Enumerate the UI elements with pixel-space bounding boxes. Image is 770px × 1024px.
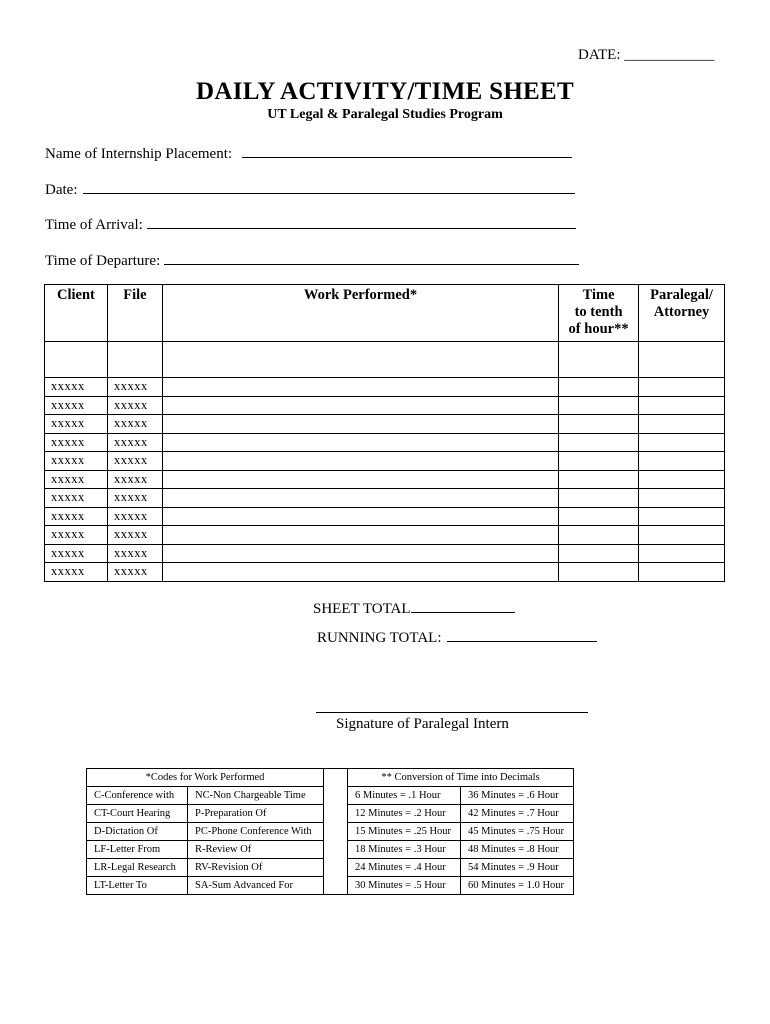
paralegal-cell[interactable]: [639, 470, 725, 489]
client-cell[interactable]: xxxxx: [45, 396, 108, 415]
arrival-input-line[interactable]: [147, 214, 576, 229]
conversion-entry: 48 Minutes = .8 Hour: [461, 841, 574, 859]
codes-title: *Codes for Work Performed: [87, 769, 324, 787]
running-total-field[interactable]: [317, 627, 597, 647]
work-cell[interactable]: [162, 415, 558, 434]
code-entry: LT-Letter To: [87, 877, 188, 895]
conversion-entry: 24 Minutes = .4 Hour: [348, 859, 461, 877]
header-paralegal-line1: Paralegal/: [650, 287, 713, 303]
work-cell[interactable]: [162, 396, 558, 415]
work-cell[interactable]: [162, 507, 558, 526]
signature-line[interactable]: [316, 712, 588, 713]
paralegal-cell[interactable]: [639, 396, 725, 415]
sheet-total-input-line[interactable]: [411, 598, 515, 613]
code-entry: CT-Court Hearing: [87, 805, 188, 823]
codes-gap: [324, 841, 348, 859]
codes-row: [87, 841, 574, 859]
activity-table: [44, 284, 725, 582]
client-cell[interactable]: xxxxx: [45, 563, 108, 582]
time-cell[interactable]: [559, 526, 639, 545]
conversion-entry: 15 Minutes = .25 Hour: [348, 823, 461, 841]
work-cell[interactable]: [162, 489, 558, 508]
table-row[interactable]: [45, 433, 725, 452]
client-cell[interactable]: xxxxx: [45, 433, 108, 452]
placement-field[interactable]: [45, 143, 572, 163]
file-cell[interactable]: xxxxx: [107, 507, 162, 526]
codes-table: [86, 768, 574, 895]
date-label: Date:: [45, 182, 78, 198]
arrival-field[interactable]: [45, 214, 576, 234]
date-field[interactable]: [45, 179, 575, 199]
header-time: [559, 285, 639, 342]
paralegal-cell[interactable]: [639, 452, 725, 471]
page-subtitle: UT Legal & Paralegal Studies Program: [267, 107, 503, 122]
table-cell[interactable]: [107, 342, 162, 378]
work-cell[interactable]: [162, 433, 558, 452]
file-cell[interactable]: xxxxx: [107, 452, 162, 471]
work-cell[interactable]: [162, 526, 558, 545]
file-cell[interactable]: xxxxx: [107, 544, 162, 563]
conversion-entry: 45 Minutes = .75 Hour: [461, 823, 574, 841]
conversion-entry: 30 Minutes = .5 Hour: [348, 877, 461, 895]
time-cell[interactable]: [559, 544, 639, 563]
conversion-entry: 36 Minutes = .6 Hour: [461, 787, 574, 805]
table-cell[interactable]: [45, 342, 108, 378]
work-cell[interactable]: [162, 544, 558, 563]
code-entry: PC-Phone Conference With: [188, 823, 324, 841]
conversion-title: ** Conversion of Time into Decimals: [348, 769, 574, 787]
table-row[interactable]: [45, 526, 725, 545]
client-cell[interactable]: xxxxx: [45, 470, 108, 489]
code-entry: P-Preparation Of: [188, 805, 324, 823]
table-row[interactable]: [45, 396, 725, 415]
signature-label: Signature of Paralegal Intern: [336, 716, 509, 732]
header-file: File: [107, 285, 162, 342]
file-cell[interactable]: xxxxx: [107, 415, 162, 434]
table-row[interactable]: [45, 563, 725, 582]
paralegal-cell[interactable]: [639, 563, 725, 582]
departure-input-line[interactable]: [164, 250, 579, 265]
file-cell[interactable]: xxxxx: [107, 433, 162, 452]
sheet-total-field[interactable]: [313, 598, 515, 618]
paralegal-cell[interactable]: [639, 526, 725, 545]
table-row[interactable]: [45, 489, 725, 508]
codes-gap: [324, 805, 348, 823]
code-entry: D-Dictation Of: [87, 823, 188, 841]
date-input-line[interactable]: [83, 179, 575, 194]
codes-gap: [324, 769, 348, 787]
client-cell[interactable]: xxxxx: [45, 378, 108, 397]
code-entry: SA-Sum Advanced For: [188, 877, 324, 895]
sheet-total-label: SHEET TOTAL: [313, 601, 411, 617]
conversion-entry: 60 Minutes = 1.0 Hour: [461, 877, 574, 895]
departure-label: Time of Departure:: [45, 253, 161, 269]
code-entry: C-Conference with: [87, 787, 188, 805]
codes-row: [87, 859, 574, 877]
client-cell[interactable]: xxxxx: [45, 526, 108, 545]
header-work-performed: Work Performed*: [162, 285, 558, 342]
date-header-field[interactable]: DATE: ____________: [578, 47, 715, 63]
work-cell[interactable]: [162, 452, 558, 471]
time-cell[interactable]: [559, 378, 639, 397]
client-cell[interactable]: xxxxx: [45, 544, 108, 563]
work-cell[interactable]: [162, 563, 558, 582]
conversion-entry: 6 Minutes = .1 Hour: [348, 787, 461, 805]
table-cell[interactable]: [639, 342, 725, 378]
running-total-input-line[interactable]: [447, 627, 597, 642]
codes-header-row: [87, 769, 574, 787]
table-row[interactable]: [45, 452, 725, 471]
placement-input-line[interactable]: [242, 143, 572, 158]
client-cell[interactable]: xxxxx: [45, 452, 108, 471]
client-cell[interactable]: xxxxx: [45, 489, 108, 508]
code-entry: RV-Revision Of: [188, 859, 324, 877]
paralegal-cell[interactable]: [639, 378, 725, 397]
codes-gap: [324, 787, 348, 805]
file-cell[interactable]: xxxxx: [107, 526, 162, 545]
codes-row: [87, 823, 574, 841]
header-time-line1: Time: [582, 287, 615, 303]
running-total-label: RUNNING TOTAL:: [317, 630, 442, 646]
time-cell[interactable]: [559, 507, 639, 526]
paralegal-cell[interactable]: [639, 415, 725, 434]
codes-table-body: [87, 769, 574, 895]
client-cell[interactable]: xxxxx: [45, 415, 108, 434]
code-entry: LF-Letter From: [87, 841, 188, 859]
codes-row: [87, 877, 574, 895]
time-cell[interactable]: [559, 396, 639, 415]
table-row-blank[interactable]: [45, 342, 725, 378]
file-cell[interactable]: xxxxx: [107, 396, 162, 415]
table-row[interactable]: [45, 415, 725, 434]
codes-gap: [324, 859, 348, 877]
time-cell[interactable]: [559, 452, 639, 471]
code-entry: R-Review Of: [188, 841, 324, 859]
client-cell[interactable]: xxxxx: [45, 507, 108, 526]
placement-label: Name of Internship Placement:: [45, 146, 233, 162]
page-title: DAILY ACTIVITY/TIME SHEET: [196, 78, 574, 105]
codes-gap: [324, 877, 348, 895]
paralegal-cell[interactable]: [639, 507, 725, 526]
table-cell[interactable]: [559, 342, 639, 378]
arrival-label: Time of Arrival:: [45, 217, 143, 233]
work-cell[interactable]: [162, 470, 558, 489]
paralegal-cell[interactable]: [639, 433, 725, 452]
activity-table-body: [45, 342, 725, 582]
table-cell[interactable]: [162, 342, 558, 378]
time-cell[interactable]: [559, 415, 639, 434]
codes-row: [87, 787, 574, 805]
header-paralegal-line2: Attorney: [653, 304, 710, 320]
file-cell[interactable]: xxxxx: [107, 489, 162, 508]
departure-field[interactable]: [45, 250, 579, 270]
codes-gap: [324, 823, 348, 841]
time-cell[interactable]: [559, 489, 639, 508]
table-row[interactable]: [45, 507, 725, 526]
header-paralegal: [639, 285, 725, 342]
header-time-line3: of hour**: [568, 321, 629, 337]
table-row[interactable]: [45, 544, 725, 563]
file-cell[interactable]: xxxxx: [107, 470, 162, 489]
work-cell[interactable]: [162, 378, 558, 397]
file-cell[interactable]: xxxxx: [107, 563, 162, 582]
conversion-entry: 18 Minutes = .3 Hour: [348, 841, 461, 859]
time-cell[interactable]: [559, 563, 639, 582]
conversion-entry: 54 Minutes = .9 Hour: [461, 859, 574, 877]
conversion-entry: 42 Minutes = .7 Hour: [461, 805, 574, 823]
header-time-line2: to tenth: [574, 304, 623, 320]
code-entry: LR-Legal Research: [87, 859, 188, 877]
code-entry: NC-Non Chargeable Time: [188, 787, 324, 805]
file-cell[interactable]: xxxxx: [107, 378, 162, 397]
header-client: Client: [45, 285, 108, 342]
time-cell[interactable]: [559, 470, 639, 489]
codes-row: [87, 805, 574, 823]
conversion-entry: 12 Minutes = .2 Hour: [348, 805, 461, 823]
paralegal-cell[interactable]: [639, 544, 725, 563]
table-row[interactable]: [45, 378, 725, 397]
paralegal-cell[interactable]: [639, 489, 725, 508]
table-row[interactable]: [45, 470, 725, 489]
time-cell[interactable]: [559, 433, 639, 452]
